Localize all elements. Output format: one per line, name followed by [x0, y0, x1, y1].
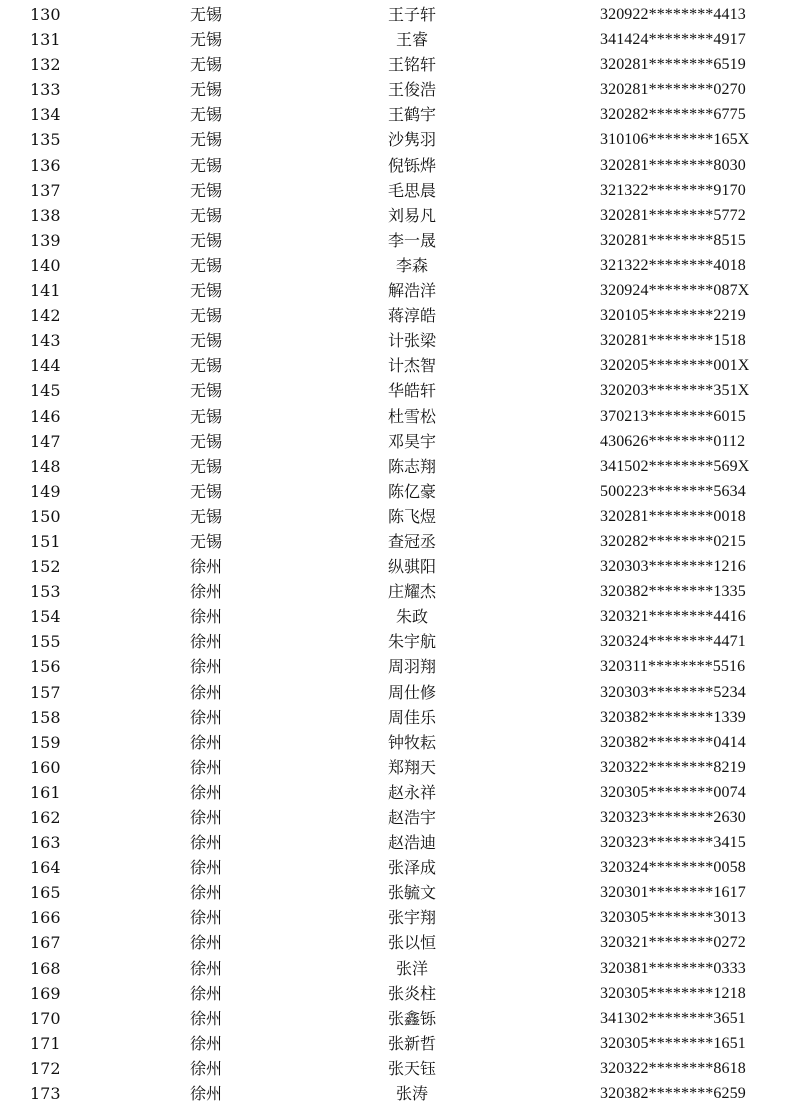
row-number: 170 [30, 1008, 61, 1028]
row-id-number: 320305********0074 [600, 783, 746, 801]
table-row [0, 554, 800, 579]
row-city: 徐州 [190, 908, 223, 928]
row-number: 154 [30, 607, 61, 627]
row-city: 徐州 [190, 632, 223, 652]
row-id-number: 320281********8515 [600, 231, 746, 249]
row-name: 计杰智 [387, 356, 436, 376]
row-city: 无锡 [190, 431, 223, 451]
table-row [0, 303, 800, 328]
row-name: 赵浩迪 [387, 833, 436, 853]
row-id-number: 320281********1518 [600, 332, 746, 350]
row-name: 解浩洋 [387, 281, 436, 301]
table-row [0, 1031, 800, 1056]
row-number: 147 [30, 431, 61, 451]
row-number: 161 [30, 782, 61, 802]
row-id-number: 500223********5634 [600, 482, 746, 500]
row-number: 146 [30, 406, 61, 426]
row-id-number: 320321********4416 [600, 608, 746, 626]
row-name: 张洋 [395, 958, 428, 978]
row-id-number: 320321********0272 [600, 934, 746, 952]
table-row [0, 102, 800, 127]
row-city: 徐州 [190, 883, 223, 903]
row-id-number: 320282********6775 [600, 106, 746, 124]
row-name: 计张梁 [387, 331, 436, 351]
row-name: 庄耀杰 [387, 582, 436, 602]
table-row [0, 579, 800, 604]
table-row [0, 905, 800, 930]
row-number: 168 [30, 958, 61, 978]
row-name: 沙隽羽 [387, 130, 436, 150]
table-row [0, 1056, 800, 1081]
row-name: 王子轩 [387, 5, 436, 24]
row-name: 毛思晨 [387, 180, 436, 200]
row-city: 徐州 [190, 657, 223, 677]
row-city: 徐州 [190, 958, 223, 978]
row-city: 无锡 [190, 456, 223, 476]
row-city: 无锡 [190, 331, 223, 351]
row-name: 华皓轩 [387, 381, 436, 401]
row-id-number: 370213********6015 [600, 407, 746, 425]
row-name: 陈亿豪 [387, 481, 436, 501]
table-row [0, 404, 800, 429]
row-id-number: 320322********8219 [600, 758, 746, 776]
row-city: 无锡 [190, 180, 223, 200]
row-number: 165 [30, 883, 61, 903]
row-name: 周佳乐 [387, 707, 436, 727]
row-name: 倪铄烨 [387, 155, 436, 175]
row-city: 徐州 [190, 983, 223, 1003]
row-id-number: 320924********087X [600, 282, 750, 300]
row-id-number: 320303********5234 [600, 683, 746, 701]
row-id-number: 320922********4413 [600, 6, 746, 23]
row-city: 徐州 [190, 833, 223, 853]
table-row [0, 253, 800, 278]
row-number: 156 [30, 657, 61, 677]
row-number: 142 [30, 306, 61, 326]
row-city: 无锡 [190, 356, 223, 376]
row-number: 167 [30, 933, 61, 953]
table-row [0, 930, 800, 955]
row-name: 张毓文 [387, 883, 436, 903]
row-city: 徐州 [190, 933, 223, 953]
row-name: 朱宇航 [387, 632, 436, 652]
row-city: 无锡 [190, 481, 223, 501]
row-number: 133 [30, 80, 61, 100]
row-name: 张天钰 [387, 1058, 436, 1078]
row-name: 刘易凡 [387, 205, 436, 225]
row-number: 164 [30, 858, 61, 878]
row-name: 张鑫铄 [387, 1008, 436, 1028]
table-row [0, 454, 800, 479]
row-name: 周仕修 [387, 682, 436, 702]
row-id-number: 320203********351X [600, 382, 750, 400]
row-city: 徐州 [190, 682, 223, 702]
row-name: 张新哲 [387, 1033, 436, 1053]
row-city: 徐州 [190, 858, 223, 878]
row-id-number: 310106********165X [600, 131, 750, 149]
row-city: 徐州 [190, 1084, 223, 1104]
row-name: 张宇翔 [387, 908, 436, 928]
row-city: 徐州 [190, 557, 223, 577]
row-id-number: 341502********569X [600, 457, 750, 475]
table-row [0, 504, 800, 529]
table-row [0, 228, 800, 253]
row-city: 无锡 [190, 531, 223, 551]
row-number: 158 [30, 707, 61, 727]
row-number: 162 [30, 808, 61, 827]
table-row [0, 479, 800, 504]
row-id-number: 320205********001X [600, 357, 750, 375]
row-city: 无锡 [190, 80, 223, 100]
table-row [0, 429, 800, 454]
row-name: 陈志翔 [387, 456, 436, 476]
table-row [0, 730, 800, 755]
row-number: 155 [30, 632, 61, 652]
row-city: 徐州 [190, 707, 223, 727]
table-row [0, 1081, 800, 1106]
row-number: 160 [30, 757, 61, 777]
row-name: 周羽翔 [387, 657, 436, 677]
row-id-number: 320305********1218 [600, 984, 746, 1002]
table-row [0, 328, 800, 353]
row-name: 纵骐阳 [387, 557, 436, 577]
row-id-number: 320301********1617 [600, 884, 746, 902]
row-name: 张炎柱 [387, 983, 436, 1003]
row-id-number: 320324********4471 [600, 633, 746, 651]
row-id-number: 320381********0333 [600, 959, 746, 977]
row-name: 张以恒 [387, 933, 436, 953]
table-row [0, 278, 800, 303]
table-row [0, 77, 800, 102]
row-city: 无锡 [190, 30, 223, 50]
row-name: 郑翔天 [387, 757, 436, 777]
row-id-number: 320281********0018 [600, 507, 746, 525]
row-number: 144 [30, 356, 61, 376]
row-name: 赵浩宇 [387, 808, 436, 827]
row-number: 131 [30, 30, 61, 50]
row-id-number: 320382********6259 [600, 1085, 746, 1103]
row-id-number: 321322********4018 [600, 256, 746, 274]
table-row [0, 52, 800, 77]
row-number: 150 [30, 506, 61, 526]
table-row [0, 604, 800, 629]
table-row [0, 178, 800, 203]
row-city: 无锡 [190, 381, 223, 401]
row-number: 139 [30, 230, 61, 250]
row-city: 无锡 [190, 230, 223, 250]
row-id-number: 341424********4917 [600, 31, 746, 49]
row-name: 赵永祥 [387, 782, 436, 802]
table-row [0, 353, 800, 378]
table-row [0, 680, 800, 705]
row-id-number: 320305********3013 [600, 909, 746, 927]
row-number: 169 [30, 983, 61, 1003]
table-row [0, 153, 800, 178]
table-row [0, 755, 800, 780]
row-id-number: 320282********0215 [600, 532, 746, 550]
row-city: 无锡 [190, 205, 223, 225]
table-row [0, 956, 800, 981]
row-id-number: 320382********1335 [600, 583, 746, 601]
row-name: 查冠丞 [387, 531, 436, 551]
row-id-number: 320303********1216 [600, 558, 746, 576]
row-city: 无锡 [190, 55, 223, 75]
row-id-number: 320323********3415 [600, 834, 746, 852]
row-city: 徐州 [190, 1033, 223, 1053]
row-number: 140 [30, 255, 61, 275]
row-number: 149 [30, 481, 61, 501]
table-row [0, 378, 800, 403]
row-id-number: 320311********5516 [600, 658, 746, 676]
row-name: 邓昊宇 [387, 431, 436, 451]
row-number: 130 [30, 5, 61, 24]
row-number: 136 [30, 155, 61, 175]
row-city: 无锡 [190, 306, 223, 326]
row-number: 135 [30, 130, 61, 150]
row-id-number: 341302********3651 [600, 1009, 746, 1027]
row-city: 徐州 [190, 1058, 223, 1078]
row-id-number: 320324********0058 [600, 859, 746, 877]
table-row [0, 2, 800, 27]
row-number: 173 [30, 1084, 61, 1104]
row-id-number: 320305********1651 [600, 1034, 746, 1052]
row-name: 李森 [395, 255, 428, 275]
table-row [0, 127, 800, 152]
row-number: 157 [30, 682, 61, 702]
row-number: 163 [30, 833, 61, 853]
row-name: 朱政 [395, 607, 428, 627]
row-name: 蒋淳皓 [387, 306, 436, 326]
row-name: 钟牧耘 [387, 732, 436, 752]
table-row [0, 830, 800, 855]
row-name: 张涛 [395, 1084, 428, 1104]
row-id-number: 320382********1339 [600, 708, 746, 726]
row-number: 148 [30, 456, 61, 476]
row-city: 徐州 [190, 808, 223, 827]
row-name: 李一晟 [387, 230, 436, 250]
row-id-number: 320281********8030 [600, 156, 746, 174]
table-row [0, 780, 800, 805]
row-number: 145 [30, 381, 61, 401]
row-id-number: 320322********8618 [600, 1059, 746, 1077]
row-number: 159 [30, 732, 61, 752]
row-name: 陈飞煜 [387, 506, 436, 526]
table-row [0, 529, 800, 554]
row-city: 无锡 [190, 255, 223, 275]
row-id-number: 321322********9170 [600, 181, 746, 199]
row-number: 137 [30, 180, 61, 200]
table-row [0, 1006, 800, 1031]
table-row [0, 203, 800, 228]
row-name: 杜雪松 [387, 406, 436, 426]
row-number: 152 [30, 557, 61, 577]
row-name: 王睿 [395, 30, 428, 50]
table-row [0, 981, 800, 1006]
row-id-number: 320281********5772 [600, 206, 746, 224]
row-number: 151 [30, 531, 61, 551]
row-id-number: 320105********2219 [600, 307, 746, 325]
roster-list [0, 2, 800, 1106]
row-id-number: 320281********0270 [600, 81, 746, 99]
row-city: 徐州 [190, 782, 223, 802]
row-city: 徐州 [190, 732, 223, 752]
row-city: 徐州 [190, 607, 223, 627]
table-row [0, 654, 800, 679]
table-row [0, 880, 800, 905]
row-number: 172 [30, 1058, 61, 1078]
row-number: 143 [30, 331, 61, 351]
row-city: 无锡 [190, 406, 223, 426]
row-city: 无锡 [190, 5, 223, 24]
row-id-number: 320323********2630 [600, 809, 746, 826]
row-number: 141 [30, 281, 61, 301]
row-id-number: 320281********6519 [600, 56, 746, 74]
row-number: 153 [30, 582, 61, 602]
row-id-number: 320382********0414 [600, 733, 746, 751]
table-row [0, 705, 800, 730]
row-name: 王铭轩 [387, 55, 436, 75]
row-city: 徐州 [190, 582, 223, 602]
row-city: 无锡 [190, 155, 223, 175]
row-city: 无锡 [190, 281, 223, 301]
row-name: 王鹤宇 [387, 105, 436, 125]
row-city: 无锡 [190, 506, 223, 526]
row-city: 无锡 [190, 105, 223, 125]
table-row [0, 27, 800, 52]
row-name: 张泽成 [387, 858, 436, 878]
table-row [0, 855, 800, 880]
row-number: 132 [30, 55, 61, 75]
table-row [0, 805, 800, 830]
row-number: 138 [30, 205, 61, 225]
table-row [0, 629, 800, 654]
row-number: 171 [30, 1033, 61, 1053]
row-city: 无锡 [190, 130, 223, 150]
row-number: 166 [30, 908, 61, 928]
row-number: 134 [30, 105, 61, 125]
row-city: 徐州 [190, 757, 223, 777]
row-id-number: 430626********0112 [600, 432, 746, 450]
row-city: 徐州 [190, 1008, 223, 1028]
row-name: 王俊浩 [387, 80, 436, 100]
